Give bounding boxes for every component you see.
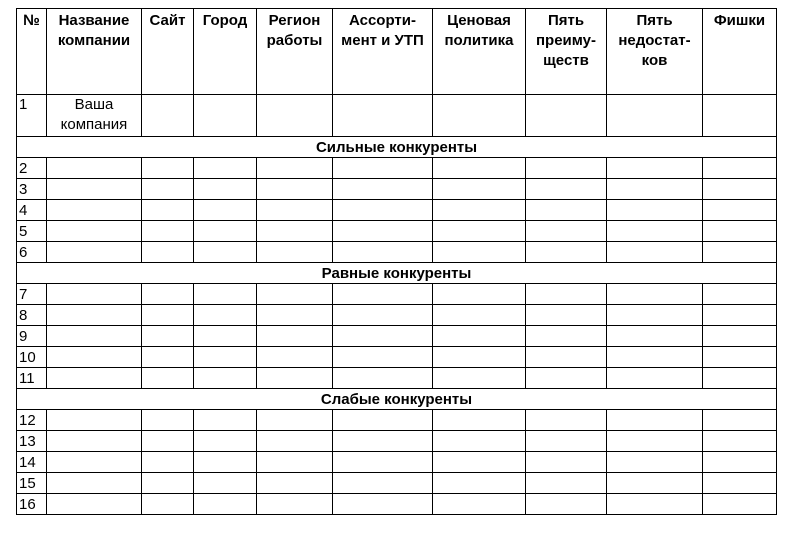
table-row <box>17 326 777 347</box>
table-row <box>17 431 777 452</box>
empty-cell <box>194 410 257 431</box>
empty-cell <box>433 179 526 200</box>
empty-cell <box>333 494 433 515</box>
empty-cell <box>194 431 257 452</box>
column-header: Ценовая политика <box>433 9 526 95</box>
empty-cell <box>194 494 257 515</box>
empty-cell <box>433 305 526 326</box>
table-row <box>17 158 777 179</box>
empty-cell <box>703 305 777 326</box>
row-number: 12 <box>17 410 47 431</box>
empty-cell <box>607 221 703 242</box>
section-row <box>17 389 777 410</box>
empty-cell <box>607 410 703 431</box>
table-row <box>17 452 777 473</box>
competitor-analysis-table <box>16 8 777 515</box>
row-number: 2 <box>17 158 47 179</box>
empty-cell <box>194 242 257 263</box>
empty-cell <box>333 368 433 389</box>
empty-cell <box>257 452 333 473</box>
empty-cell <box>47 158 142 179</box>
empty-cell <box>194 221 257 242</box>
empty-cell <box>703 494 777 515</box>
column-header: Название компании <box>47 9 142 95</box>
empty-cell <box>333 179 433 200</box>
row-number: 13 <box>17 431 47 452</box>
empty-cell <box>194 305 257 326</box>
empty-cell <box>47 179 142 200</box>
empty-cell <box>47 284 142 305</box>
column-header: Ассорти-мент и УТП <box>333 9 433 95</box>
empty-cell <box>526 158 607 179</box>
empty-cell <box>257 368 333 389</box>
empty-cell <box>703 221 777 242</box>
own-company-row <box>17 95 777 137</box>
empty-cell <box>47 452 142 473</box>
column-header: Регион работы <box>257 9 333 95</box>
empty-cell <box>526 410 607 431</box>
empty-cell <box>433 473 526 494</box>
column-header: № <box>17 9 47 95</box>
empty-cell <box>257 347 333 368</box>
empty-cell <box>142 326 194 347</box>
empty-cell <box>433 158 526 179</box>
empty-cell <box>607 452 703 473</box>
row-number: 1 <box>17 95 47 137</box>
empty-cell <box>257 284 333 305</box>
table-row <box>17 410 777 431</box>
empty-cell <box>607 368 703 389</box>
table-row <box>17 368 777 389</box>
empty-cell <box>526 200 607 221</box>
empty-cell <box>333 284 433 305</box>
empty-cell <box>257 494 333 515</box>
section-row <box>17 137 777 158</box>
empty-cell <box>607 473 703 494</box>
empty-cell <box>142 221 194 242</box>
empty-cell <box>47 410 142 431</box>
empty-cell <box>703 200 777 221</box>
row-number: 10 <box>17 347 47 368</box>
empty-cell <box>142 347 194 368</box>
empty-cell <box>257 431 333 452</box>
empty-cell <box>333 347 433 368</box>
empty-cell <box>194 284 257 305</box>
header-row <box>17 9 777 95</box>
empty-cell <box>433 494 526 515</box>
empty-cell <box>607 494 703 515</box>
empty-cell <box>526 284 607 305</box>
empty-cell <box>142 242 194 263</box>
empty-cell <box>526 305 607 326</box>
empty-cell <box>526 221 607 242</box>
empty-cell <box>257 305 333 326</box>
empty-cell <box>526 95 607 137</box>
empty-cell <box>194 95 257 137</box>
empty-cell <box>194 326 257 347</box>
empty-cell <box>257 221 333 242</box>
table-row <box>17 473 777 494</box>
empty-cell <box>257 95 333 137</box>
column-header: Сайт <box>142 9 194 95</box>
empty-cell <box>47 242 142 263</box>
row-number: 14 <box>17 452 47 473</box>
empty-cell <box>526 452 607 473</box>
empty-cell <box>257 473 333 494</box>
empty-cell <box>142 452 194 473</box>
empty-cell <box>333 200 433 221</box>
empty-cell <box>142 431 194 452</box>
empty-cell <box>607 347 703 368</box>
empty-cell <box>433 410 526 431</box>
empty-cell <box>433 452 526 473</box>
empty-cell <box>703 368 777 389</box>
empty-cell <box>607 179 703 200</box>
empty-cell <box>433 431 526 452</box>
empty-cell <box>257 200 333 221</box>
empty-cell <box>433 95 526 137</box>
empty-cell <box>333 221 433 242</box>
empty-cell <box>703 326 777 347</box>
empty-cell <box>257 242 333 263</box>
empty-cell <box>526 179 607 200</box>
empty-cell <box>333 452 433 473</box>
empty-cell <box>433 284 526 305</box>
row-number: 11 <box>17 368 47 389</box>
empty-cell <box>142 368 194 389</box>
empty-cell <box>257 158 333 179</box>
table-row <box>17 221 777 242</box>
empty-cell <box>47 200 142 221</box>
empty-cell <box>142 179 194 200</box>
empty-cell <box>526 326 607 347</box>
empty-cell <box>526 347 607 368</box>
empty-cell <box>703 242 777 263</box>
empty-cell <box>333 305 433 326</box>
section-title: Слабые конкуренты <box>17 389 777 410</box>
empty-cell <box>703 284 777 305</box>
empty-cell <box>194 347 257 368</box>
empty-cell <box>47 305 142 326</box>
table-row <box>17 494 777 515</box>
column-header: Пять недостат-ков <box>607 9 703 95</box>
row-number: 15 <box>17 473 47 494</box>
empty-cell <box>607 305 703 326</box>
empty-cell <box>47 347 142 368</box>
empty-cell <box>333 242 433 263</box>
company-name-cell: Ваша компания <box>47 95 142 137</box>
empty-cell <box>607 95 703 137</box>
empty-cell <box>142 410 194 431</box>
empty-cell <box>194 473 257 494</box>
empty-cell <box>433 200 526 221</box>
empty-cell <box>142 200 194 221</box>
empty-cell <box>142 95 194 137</box>
empty-cell <box>194 200 257 221</box>
empty-cell <box>607 431 703 452</box>
empty-cell <box>703 347 777 368</box>
empty-cell <box>142 494 194 515</box>
row-number: 5 <box>17 221 47 242</box>
empty-cell <box>433 368 526 389</box>
table-row <box>17 305 777 326</box>
empty-cell <box>333 473 433 494</box>
empty-cell <box>526 473 607 494</box>
row-number: 9 <box>17 326 47 347</box>
empty-cell <box>47 221 142 242</box>
empty-cell <box>194 368 257 389</box>
empty-cell <box>142 284 194 305</box>
empty-cell <box>607 200 703 221</box>
empty-cell <box>703 179 777 200</box>
section-title: Равные конкуренты <box>17 263 777 284</box>
empty-cell <box>333 326 433 347</box>
empty-cell <box>194 158 257 179</box>
column-header: Пять преиму-ществ <box>526 9 607 95</box>
row-number: 8 <box>17 305 47 326</box>
section-row <box>17 263 777 284</box>
section-title: Сильные конкуренты <box>17 137 777 158</box>
empty-cell <box>607 284 703 305</box>
empty-cell <box>142 158 194 179</box>
row-number: 7 <box>17 284 47 305</box>
row-number: 4 <box>17 200 47 221</box>
empty-cell <box>433 347 526 368</box>
empty-cell <box>257 326 333 347</box>
empty-cell <box>47 368 142 389</box>
row-number: 6 <box>17 242 47 263</box>
table-row <box>17 347 777 368</box>
empty-cell <box>526 431 607 452</box>
empty-cell <box>47 494 142 515</box>
table-row <box>17 200 777 221</box>
empty-cell <box>433 221 526 242</box>
empty-cell <box>433 242 526 263</box>
empty-cell <box>257 179 333 200</box>
table-row <box>17 284 777 305</box>
empty-cell <box>47 431 142 452</box>
empty-cell <box>47 326 142 347</box>
empty-cell <box>526 368 607 389</box>
empty-cell <box>142 305 194 326</box>
row-number: 3 <box>17 179 47 200</box>
empty-cell <box>703 473 777 494</box>
column-header: Фишки <box>703 9 777 95</box>
empty-cell <box>703 452 777 473</box>
empty-cell <box>194 179 257 200</box>
empty-cell <box>703 431 777 452</box>
empty-cell <box>526 494 607 515</box>
empty-cell <box>607 242 703 263</box>
column-header: Город <box>194 9 257 95</box>
empty-cell <box>333 410 433 431</box>
empty-cell <box>333 158 433 179</box>
empty-cell <box>607 326 703 347</box>
empty-cell <box>257 410 333 431</box>
empty-cell <box>526 242 607 263</box>
empty-cell <box>703 95 777 137</box>
empty-cell <box>333 431 433 452</box>
empty-cell <box>47 473 142 494</box>
empty-cell <box>607 158 703 179</box>
table-row <box>17 179 777 200</box>
empty-cell <box>703 158 777 179</box>
empty-cell <box>333 95 433 137</box>
empty-cell <box>433 326 526 347</box>
row-number: 16 <box>17 494 47 515</box>
table-row <box>17 242 777 263</box>
empty-cell <box>194 452 257 473</box>
empty-cell <box>142 473 194 494</box>
empty-cell <box>703 410 777 431</box>
